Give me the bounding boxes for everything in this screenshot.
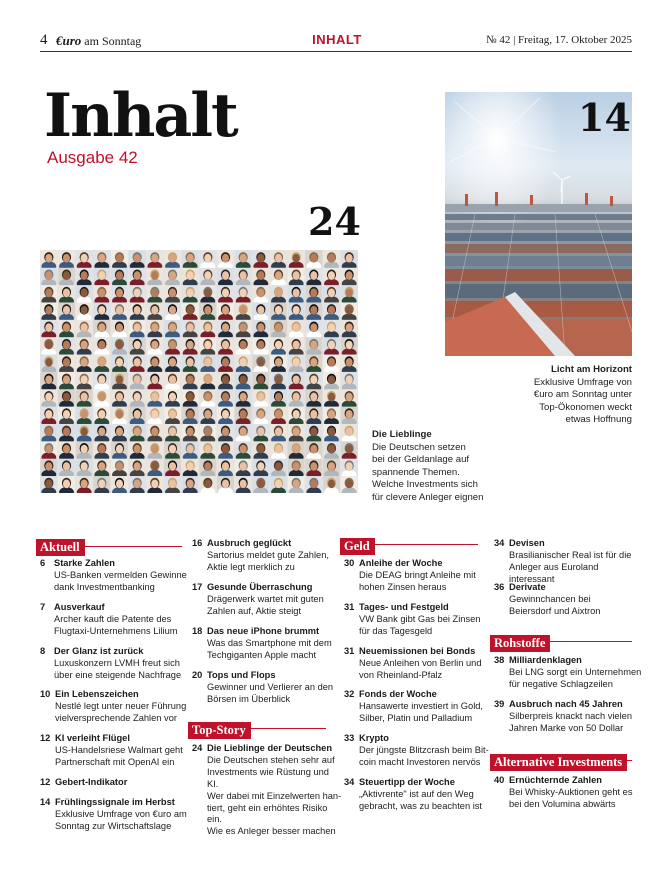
toc-entry-body	[359, 689, 494, 725]
toc-entry-body	[54, 646, 190, 682]
harbor-caption-line: Top-Ökonomen weckt	[539, 401, 632, 413]
portrait-tile	[93, 476, 110, 493]
toc-entry-title: KI verleiht Flügel	[55, 733, 130, 743]
toc-entry-desc: Silber, Platin und Palladium	[359, 712, 473, 723]
toc-entry-desc: coin macht Investoren nervös	[359, 756, 481, 767]
toc-entry-desc: Partnerschaft mit OpenAI ein	[55, 756, 175, 767]
toc-entry[interactable]	[344, 777, 494, 813]
faces-caption-line: spannende Themen.	[372, 466, 460, 478]
toc-entry-page: 18	[192, 626, 203, 636]
toc-entry-desc: Bei LNG sorgt ein Unternehmen	[509, 666, 642, 677]
toc-entry[interactable]	[40, 797, 190, 833]
toc-entry-desc: Gewinner und Verlierer an den	[207, 681, 334, 692]
harbor-page-number: 14	[578, 95, 631, 140]
toc-entry-desc: Hansawerte investiert in Gold,	[359, 700, 484, 711]
faces-caption-line: für clevere Anleger eignen	[372, 491, 484, 503]
toc-entry-body	[359, 558, 494, 594]
toc-entry-title: Gesunde Überraschung	[207, 582, 313, 592]
toc-entry[interactable]	[344, 689, 494, 725]
toc-entry[interactable]	[192, 626, 342, 662]
toc-entry-desc: VW Bank gibt Gas bei Zinsen	[359, 613, 481, 624]
toc-entry[interactable]	[494, 655, 644, 691]
section-rohstoffe-label: Rohstoffe	[490, 635, 550, 652]
toc-entry-desc: Luxuskonzern LVMH freut sich	[54, 657, 180, 668]
toc-entry-title: Ernüchternde Zahlen	[509, 775, 602, 785]
section-label: INHALT	[312, 32, 362, 47]
toc-entry[interactable]	[494, 699, 644, 735]
toc-entry-body	[509, 775, 644, 811]
faces-caption-title: Die Lieblinge	[372, 429, 432, 440]
toc-entry-title: Frühlingssignale im Herbst	[55, 797, 175, 807]
toc-entry-page: 38	[494, 655, 505, 665]
toc-entry-page: 30	[344, 558, 355, 568]
toc-entry-page: 24	[192, 743, 203, 753]
toc-entry-title: Steuertipp der Woche	[359, 777, 455, 787]
toc-entry-desc: Die Deutschen stehen sehr auf	[207, 754, 335, 765]
toc-entry[interactable]	[192, 743, 342, 838]
toc-entry-desc: Die DEAG bringt Anleihe mit	[359, 569, 476, 580]
publication-logo	[56, 33, 141, 49]
toc-entry-desc: über eine steigende Nachfrage	[54, 669, 182, 680]
toc-entry[interactable]	[192, 582, 342, 618]
toc-entry-desc: Drägerwerk wartet mit guten	[207, 593, 324, 604]
harbor-caption	[500, 364, 632, 427]
portrait-tile	[217, 476, 234, 493]
toc-entry-body	[509, 699, 644, 735]
section-topstory	[188, 721, 251, 739]
section-geld	[340, 537, 375, 555]
toc-entry[interactable]	[40, 777, 190, 789]
toc-entry-page: 17	[192, 582, 203, 592]
toc-entry-title: Fonds der Woche	[359, 689, 437, 699]
toc-entry-title: Ein Lebenszeichen	[55, 689, 139, 699]
toc-entry-desc: Jahren Marke von 50 Dollar	[509, 722, 624, 733]
toc-entry-body	[509, 655, 644, 691]
portrait-tile	[111, 476, 128, 493]
portrait-tile	[199, 476, 216, 493]
section-aktuell	[36, 538, 85, 556]
toc-entry[interactable]	[40, 602, 190, 638]
toc-entry-desc: Techgiganten Apple macht	[207, 649, 317, 660]
issue-info: № 42 | Freitag, 17. Oktober 2025	[486, 34, 632, 46]
toc-entry-body	[207, 538, 342, 574]
toc-entry-body	[54, 602, 190, 638]
harbor-caption-title: Licht am Horizont	[550, 364, 632, 375]
toc-entry-body	[509, 582, 644, 618]
toc-entry-page: 20	[192, 670, 203, 680]
toc-entry-body	[359, 646, 494, 682]
toc-entry-body	[54, 558, 190, 594]
toc-entry-page: 36	[494, 582, 505, 592]
toc-entry[interactable]	[494, 775, 644, 811]
toc-entry-desc: für das Tagesgeld	[359, 625, 433, 636]
toc-entry-desc: gebracht, was zu beachten ist	[359, 800, 482, 811]
toc-entry-body	[359, 733, 494, 769]
toc-entry-desc: Gewinnchancen bei	[509, 593, 591, 604]
toc-entry[interactable]	[494, 538, 644, 586]
portrait-tile	[323, 476, 340, 493]
toc-entry-desc: Aktie legt merklich zu	[207, 561, 295, 572]
toc-entry-page: 16	[192, 538, 203, 548]
toc-entry-desc: hohen Zinsen heraus	[359, 581, 447, 592]
toc-entry[interactable]	[494, 582, 644, 618]
toc-entry-page: 33	[344, 733, 355, 743]
toc-entry-desc: Beiersdorf und Aixtron	[509, 605, 601, 616]
toc-entry-page: 12	[40, 777, 51, 787]
toc-entry-desc: Nestlé legt unter neuer Führung	[55, 700, 187, 711]
faces-caption-line: bei der Geldanlage auf	[372, 454, 470, 465]
toc-entry-desc: von Rheinland-Pfalz	[359, 669, 443, 680]
portrait-tile	[235, 476, 252, 493]
toc-entry-desc: Der jüngste Blitzcrash beim Bit-	[359, 744, 489, 755]
toc-entry-page: 12	[40, 733, 51, 743]
toc-entry[interactable]	[40, 733, 190, 769]
toc-entry-page: 8	[40, 646, 46, 656]
toc-entry-desc: vielversprechende Zahlen vor	[55, 712, 177, 723]
section-rohstoffe	[490, 634, 550, 652]
toc-entry-body	[207, 743, 342, 838]
toc-entry-body	[359, 777, 494, 813]
logo-euro: €uro	[56, 33, 82, 48]
section-alternative	[490, 753, 627, 771]
toc-entry-body	[359, 602, 494, 638]
toc-entry[interactable]	[192, 670, 342, 706]
harbor-caption-line: Exklusive Umfrage von	[533, 376, 632, 388]
section-topstory-label: Top-Story	[188, 722, 251, 739]
toc-entry-desc: tiert, geht ein erhöhtes Risiko ein.	[207, 802, 328, 825]
toc-entry-desc: bei den Volumina abwärts	[509, 798, 616, 809]
portrait-tile	[58, 476, 75, 493]
portrait-tile	[146, 476, 163, 493]
portrait-tile	[305, 476, 322, 493]
toc-entry-desc: Exklusive Umfrage von €uro am	[55, 808, 187, 819]
portrait-tile	[40, 476, 57, 493]
section-aktuell-label: Aktuell	[36, 539, 85, 556]
toc-entry-page: 6	[40, 558, 46, 568]
toc-entry-desc: Bei Whisky-Auktionen geht es	[509, 786, 633, 797]
section-geld-label: Geld	[340, 538, 375, 555]
section-alternative-label: Alternative Investments	[490, 754, 627, 771]
faces-grid	[40, 250, 358, 493]
toc-entry-desc: US-Handelsriese Walmart geht	[55, 744, 183, 755]
toc-entry[interactable]	[40, 558, 190, 594]
toc-entry-page: 34	[344, 777, 355, 787]
page-title: Inhalt	[44, 81, 237, 151]
page-header	[40, 30, 632, 52]
toc-entry-body	[207, 626, 342, 662]
toc-entry-desc: für negative Schlagzeilen	[509, 678, 613, 689]
toc-entry-desc: dank Investmentbanking	[54, 581, 155, 592]
toc-entry-page: 31	[344, 602, 355, 612]
toc-entry[interactable]	[40, 689, 190, 725]
toc-entry-page: 7	[40, 602, 46, 612]
toc-entry-desc: Wer dabei mit Einzelwerten han-	[207, 790, 342, 801]
harbor-caption-line: €uro am Sonntag unter	[533, 389, 632, 400]
toc-entry-title: Tages- und Festgeld	[359, 602, 449, 612]
toc-entry-desc: Silberpreis knackt nach vielen	[509, 710, 632, 721]
toc-entry-page: 14	[40, 797, 51, 807]
faces-caption-line: Welche Investments sich	[372, 479, 478, 490]
toc-entry-title: Neuemissionen bei Bonds	[359, 646, 476, 656]
toc-entry-desc: Brasilianischer Real ist für die	[509, 549, 632, 560]
toc-entry-title: Ausbruch geglückt	[207, 538, 292, 548]
toc-entry[interactable]	[192, 538, 342, 574]
toc-entry-title: Gebert-Indikator	[55, 777, 128, 787]
toc-entry-title: Tops und Flops	[207, 670, 276, 680]
faces-caption	[372, 429, 502, 504]
faces-page-number: 24	[308, 199, 361, 244]
toc-entry-body	[509, 538, 644, 586]
toc-entry-title: Der Glanz ist zurück	[54, 646, 144, 656]
toc-entry-title: Anleihe der Woche	[359, 558, 443, 568]
toc-entry-desc: Investments wie Rüstung und KI.	[207, 766, 329, 789]
toc-entry-title: Devisen	[509, 538, 545, 548]
toc-entry[interactable]	[40, 646, 190, 682]
toc-entry-body	[55, 733, 190, 769]
toc-entry-desc: Börsen im Überblick	[207, 693, 291, 704]
toc-entry-desc: Was das Smartphone mit dem	[207, 637, 332, 648]
toc-entry-page: 39	[494, 699, 505, 709]
portrait-tile	[270, 476, 287, 493]
portrait-tile	[288, 476, 305, 493]
portrait-tile	[252, 476, 269, 493]
toc-entry-page: 32	[344, 689, 355, 699]
portrait-tile	[182, 476, 199, 493]
toc-entry-title: Starke Zahlen	[54, 558, 115, 568]
logo-rest: am Sonntag	[84, 34, 142, 48]
portrait-tile	[129, 476, 146, 493]
toc-entry-page: 34	[494, 538, 505, 548]
faces-caption-line: Die Deutschen setzen	[372, 441, 466, 453]
toc-entry-title: Krypto	[359, 733, 389, 743]
toc-entry-desc: Neue Anleihen von Berlin und	[359, 657, 482, 668]
toc-entry-page: 40	[494, 775, 505, 785]
toc-entry-desc: Sartorius meldet gute Zahlen,	[207, 549, 329, 560]
page-number: 4	[40, 32, 48, 48]
toc-entry-desc: Archer kauft die Patente des	[54, 613, 172, 624]
toc-entry-desc: US-Banken vermelden Gewinne	[54, 569, 187, 580]
toc-entry-body	[55, 689, 190, 725]
toc-entry[interactable]	[344, 646, 494, 682]
portrait-tile	[341, 476, 358, 493]
toc-entry-body	[207, 670, 342, 706]
faces-collage[interactable]	[40, 250, 358, 493]
toc-entry[interactable]	[344, 558, 494, 594]
toc-entry-body	[207, 582, 342, 618]
toc-entry[interactable]	[344, 733, 494, 769]
toc-entry-desc: Flugtaxi-Unternehmens Lilium	[54, 625, 178, 636]
toc-entry-page: 10	[40, 689, 51, 699]
toc-entry-desc: „Aktivrente" ist auf den Weg	[359, 788, 474, 799]
toc-entry-title: Das neue iPhone brummt	[207, 626, 320, 636]
toc-entry-body	[55, 797, 190, 833]
portrait-tile	[76, 476, 93, 493]
toc-entry-page: 31	[344, 646, 355, 656]
portrait-tile	[164, 476, 181, 493]
toc-entry-title: Die Lieblinge der Deutschen	[207, 743, 333, 753]
issue-subtitle: Ausgabe 42	[47, 148, 138, 167]
toc-entry-desc: Wie es Anleger besser machen	[207, 826, 336, 837]
toc-entry-title: Milliardenklagen	[509, 655, 582, 665]
toc-entry-desc: Zahlen auf, Aktie steigt	[207, 605, 302, 616]
toc-entry-desc: Sonntag zur Wirtschaftslage	[55, 820, 172, 831]
harbor-caption-line: etwas Hoffnung	[565, 414, 632, 425]
toc-entry-body	[55, 777, 190, 789]
toc-entry[interactable]	[344, 602, 494, 638]
toc-entry-title: Ausverkauf	[54, 602, 105, 612]
toc-entry-title: Derivate	[509, 582, 546, 592]
toc-entry-title: Ausbruch nach 45 Jahren	[509, 699, 623, 709]
toc-entry-desc: Anleger aus Euroland interessant	[509, 561, 599, 584]
